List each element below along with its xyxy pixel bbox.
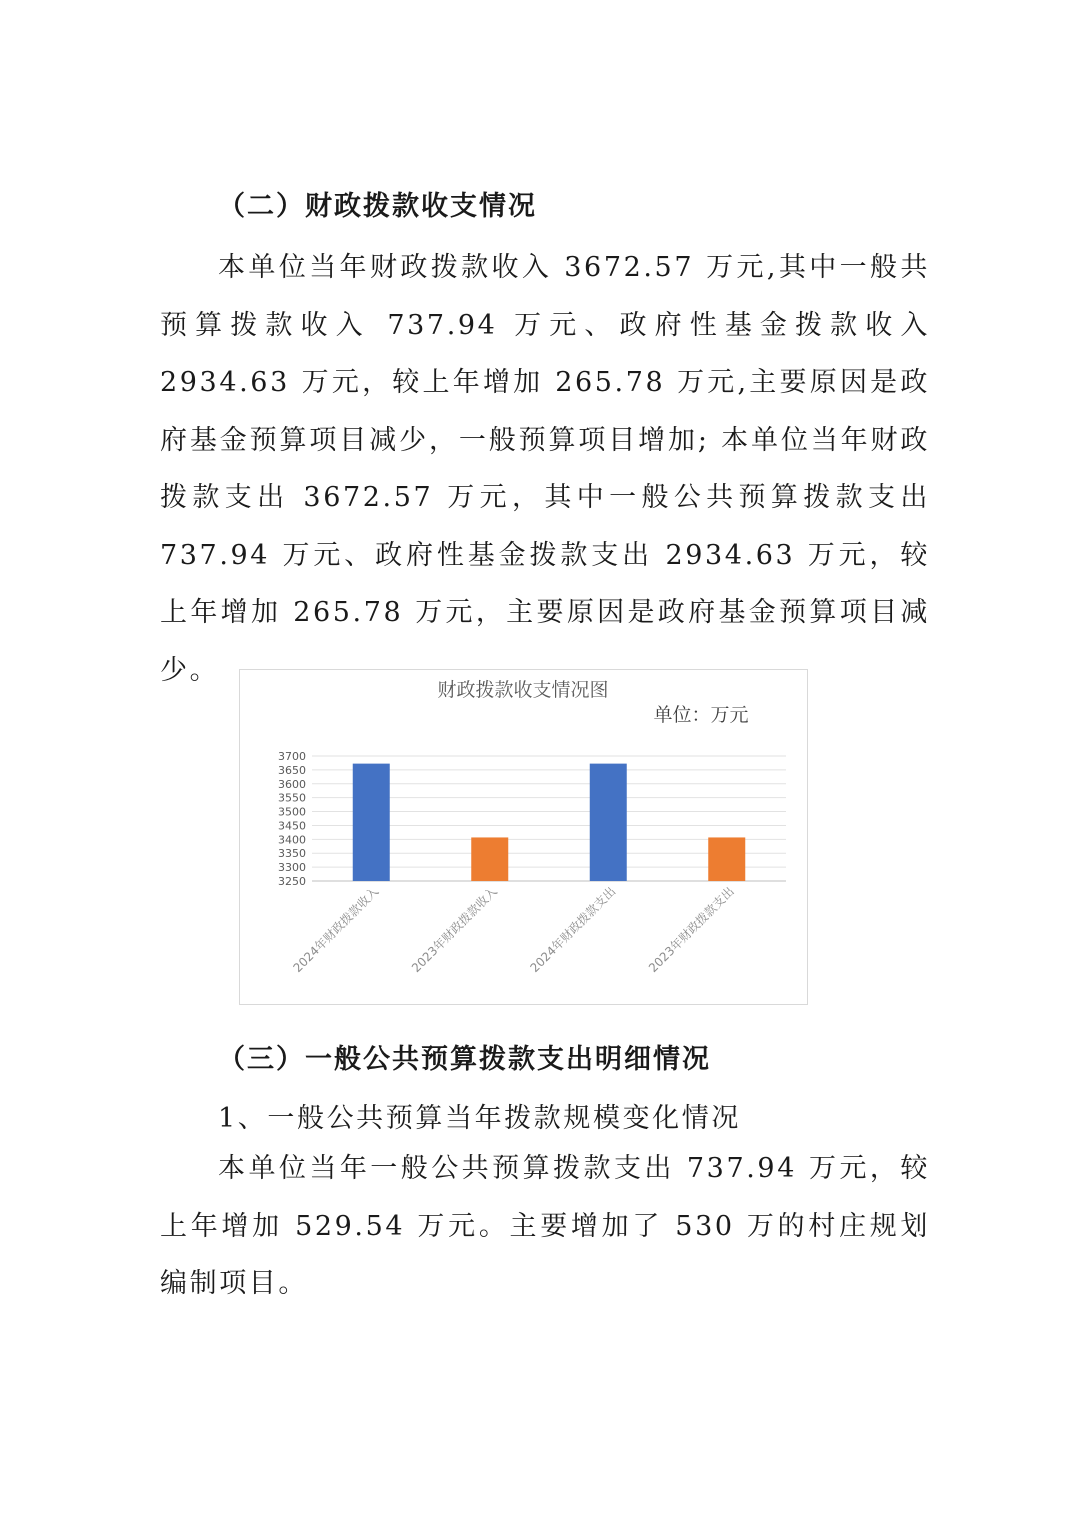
bar-4 <box>708 837 745 881</box>
x-category-label: 2024年财政拨款支出 <box>527 884 619 976</box>
y-tick-label: 3550 <box>278 791 306 805</box>
general-budget-paragraph: 本单位当年一般公共预算拨款支出 737.94 万元，较上年增加 529.54 万元。主要增加了 530 万的村庄规划编制项目。 <box>160 1153 930 1299</box>
section-heading-general-budget: （三）一般公共预算拨款支出明细情况 <box>218 1044 711 1075</box>
x-category-label: 2023年财政拨款收入 <box>408 884 500 976</box>
chart-x-axis <box>290 884 737 976</box>
fiscal-appropriation-chart <box>239 669 808 1005</box>
y-tick-label: 3500 <box>278 805 306 819</box>
chart-canvas <box>240 670 807 1004</box>
y-tick-label: 3450 <box>278 819 306 833</box>
x-category-label: 2023年财政拨款支出 <box>645 884 737 976</box>
y-tick-label: 3300 <box>278 861 306 875</box>
chart-unit-label: 单位：万元 <box>653 704 749 726</box>
y-tick-label: 3700 <box>278 750 306 763</box>
bar-2 <box>471 837 508 881</box>
y-tick-label: 3350 <box>278 847 306 861</box>
y-tick-label: 3600 <box>278 777 306 791</box>
chart-bars <box>353 764 746 881</box>
y-tick-label: 3650 <box>278 763 306 777</box>
fiscal-appropriation-paragraph: 本单位当年财政拨款收入 3672.57 万元,其中一般共预算拨款收入 737.94 万元、政府性基金拨款收入 2934.63 万元，较上年增加 265.78 万元,主要原因是政府基金预算项目减少，一般预算项目增加; 本单位当年财政拨款支出 3672.57 万元，其中一般公共预算拨款支出 737.94 万元、政府性基金拨款支出 2934.63 万元，较上年增加 265.78 万元，主要原因是政府基金预算项目减少。 <box>160 252 930 686</box>
section-heading-fiscal-appropriation: （二）财政拨款收支情况 <box>218 191 537 222</box>
bar-3 <box>590 764 627 881</box>
y-tick-label: 3250 <box>278 875 306 888</box>
chart-y-axis <box>278 750 306 888</box>
bar-1 <box>353 764 390 881</box>
general-budget-subheading: 1、一般公共预算当年拨款规模变化情况 <box>218 1103 741 1134</box>
y-tick-label: 3400 <box>278 833 306 847</box>
x-category-label: 2024年财政拨款收入 <box>290 884 382 976</box>
chart-title: 财政拨款收支情况图 <box>437 679 609 701</box>
